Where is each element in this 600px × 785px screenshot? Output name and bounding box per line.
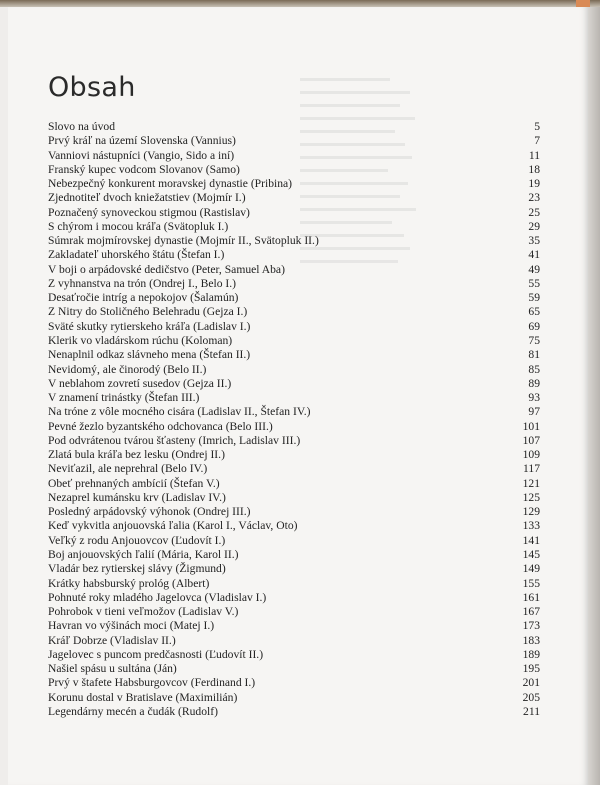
toc-entry-title: Nezaprel kumánsku krv (Ladislav IV.) bbox=[48, 490, 226, 504]
toc-entry bbox=[48, 676, 540, 690]
toc-entry bbox=[48, 562, 540, 576]
toc-entry-page: 129 bbox=[522, 505, 540, 519]
toc-entry bbox=[48, 277, 540, 291]
toc-entry-title: Prvý v štafete Habsburgovcov (Ferdinand I.) bbox=[48, 676, 256, 690]
toc-entry bbox=[48, 434, 540, 448]
toc-entry-page: 85 bbox=[528, 362, 540, 376]
toc-entry-page: 23 bbox=[528, 191, 540, 205]
toc-entry-title: Desaťročie intríg a nepokojov (Šalamún) bbox=[48, 291, 239, 305]
page-title: Obsah bbox=[48, 72, 136, 103]
toc-entry bbox=[48, 149, 540, 163]
toc-entry-page: 89 bbox=[528, 376, 540, 390]
book-top-edge bbox=[0, 0, 600, 7]
toc-entry-page: 117 bbox=[523, 462, 540, 476]
toc-entry-title: Obeť prehnaných ambícií (Štefan V.) bbox=[48, 476, 220, 490]
toc-entry bbox=[48, 377, 540, 391]
toc-entry bbox=[48, 505, 540, 519]
toc-entry-title: Nebezpečný konkurent moravskej dynastie (Pribina) bbox=[48, 177, 293, 191]
toc-entry-page: 107 bbox=[522, 433, 540, 447]
toc-entry-page: 141 bbox=[522, 533, 540, 547]
toc-entry bbox=[48, 577, 540, 591]
toc-entry-page: 201 bbox=[522, 676, 540, 690]
toc-entry-title: Franský kupec vodcom Slovanov (Samo) bbox=[48, 162, 240, 176]
toc-entry-title: Veľký z rodu Anjouovcov (Ľudovít I.) bbox=[48, 533, 226, 547]
toc-entry bbox=[48, 120, 540, 134]
toc-entry-title: Legendárny mecén a čudák (Rudolf) bbox=[48, 704, 218, 718]
toc-entry bbox=[48, 605, 540, 619]
toc-entry-title: Vladár bez rytierskej slávy (Žigmund) bbox=[48, 562, 226, 576]
toc-entry-page: 7 bbox=[534, 134, 540, 148]
toc-entry-title: Zjednotiteľ dvoch kniežatstiev (Mojmír I.) bbox=[48, 191, 246, 205]
toc-entry-page: 55 bbox=[528, 276, 540, 290]
toc-entry-title: Jagelovec s puncom predčasnosti (Ľudovít II.) bbox=[48, 647, 264, 661]
toc-entry-title: Posledný arpádovský výhonok (Ondrej III.) bbox=[48, 505, 251, 519]
toc-entry-title: Na tróne z vôle mocného cisára (Ladislav II., Štefan IV.) bbox=[48, 405, 311, 419]
toc-entry-title: Boj anjouovských ľalií (Mária, Karol II.) bbox=[48, 547, 239, 561]
toc-entry-title: Pohrobok v tieni veľmožov (Ladislav V.) bbox=[48, 605, 239, 619]
toc-entry-page: 93 bbox=[528, 391, 540, 405]
toc-entry bbox=[48, 705, 540, 719]
toc-entry-title: Korunu dostal v Bratislave (Maximilián) bbox=[48, 690, 238, 704]
toc-entry-page: 11 bbox=[528, 148, 540, 162]
toc-entry-title: Keď vykvitla anjouovská ľalia (Karol I., Václav, Oto) bbox=[48, 519, 298, 533]
toc-entry-title: S chýrom i mocou kráľa (Svätopluk I.) bbox=[48, 219, 229, 233]
toc-entry-page: 101 bbox=[522, 419, 540, 433]
toc-entry-page: 155 bbox=[522, 576, 540, 590]
toc-entry-page: 49 bbox=[528, 262, 540, 276]
toc-entry-title: Z Nitry do Stoličného Belehradu (Gejza I.) bbox=[48, 305, 248, 319]
toc-entry bbox=[48, 263, 540, 277]
toc-entry-title: Sväté skutky rytierskeho kráľa (Ladislav I.) bbox=[48, 319, 251, 333]
toc-entry bbox=[48, 634, 540, 648]
toc-entry-title: V znamení trinástky (Štefan III.) bbox=[48, 391, 200, 405]
toc-entry-title: Havran vo výšinách moci (Matej I.) bbox=[48, 619, 215, 633]
toc-entry bbox=[48, 363, 540, 377]
toc-entry-title: Vanniovi nástupníci (Vangio, Sido a iní) bbox=[48, 148, 235, 162]
toc-entry bbox=[48, 491, 540, 505]
toc-entry bbox=[48, 163, 540, 177]
toc-entry-page: 167 bbox=[522, 605, 540, 619]
toc-entry-title: Z vyhnanstva na trón (Ondrej I., Belo I.) bbox=[48, 276, 237, 290]
toc-entry-title: Poznačený synoveckou stigmou (Rastislav) bbox=[48, 205, 250, 219]
toc-entry bbox=[48, 220, 540, 234]
toc-entry bbox=[48, 662, 540, 676]
toc-entry bbox=[48, 519, 540, 533]
toc-entry-page: 59 bbox=[528, 291, 540, 305]
toc-entry-page: 65 bbox=[528, 305, 540, 319]
toc-entry bbox=[48, 248, 540, 262]
toc-entry-title: Krátky habsburský prológ (Albert) bbox=[48, 576, 210, 590]
toc-entry-page: 205 bbox=[522, 690, 540, 704]
toc-entry bbox=[48, 191, 540, 205]
toc-entry-title: Prvý kráľ na území Slovenska (Vannius) bbox=[48, 134, 236, 148]
toc-entry-page: 161 bbox=[522, 590, 540, 604]
toc-entry-title: Zakladateľ uhorského štátu (Štefan I.) bbox=[48, 248, 225, 262]
toc-entry bbox=[48, 591, 540, 605]
toc-entry-page: 195 bbox=[522, 662, 540, 676]
toc-entry bbox=[48, 477, 540, 491]
toc-entry-page: 5 bbox=[534, 120, 540, 133]
toc-entry-title: Slovo na úvod bbox=[48, 120, 115, 133]
toc-entry bbox=[48, 691, 540, 705]
toc-entry-page: 145 bbox=[522, 547, 540, 561]
toc-entry-title: V neblahom zovretí susedov (Gejza II.) bbox=[48, 376, 232, 390]
toc-entry bbox=[48, 134, 540, 148]
toc-entry bbox=[48, 648, 540, 662]
toc-entry-page: 35 bbox=[528, 234, 540, 248]
toc-entry-page: 25 bbox=[528, 205, 540, 219]
toc-entry-title: Pevné žezlo byzantského odchovanca (Belo III.) bbox=[48, 419, 273, 433]
toc-entry-title: Klerik vo vladárskom rúchu (Koloman) bbox=[48, 333, 233, 347]
toc-entry-page: 18 bbox=[528, 162, 540, 176]
toc-entry-page: 211 bbox=[523, 704, 540, 718]
table-of-contents bbox=[48, 120, 540, 719]
toc-entry bbox=[48, 320, 540, 334]
toc-entry bbox=[48, 534, 540, 548]
toc-entry-page: 121 bbox=[522, 476, 540, 490]
toc-entry-page: 173 bbox=[522, 619, 540, 633]
toc-entry-title: Kráľ Dobrze (Vladislav II.) bbox=[48, 633, 176, 647]
page-stack-edge bbox=[588, 7, 600, 785]
toc-entry-page: 149 bbox=[522, 562, 540, 576]
toc-entry-title: V boji o arpádovské dedičstvo (Peter, Samuel Aba) bbox=[48, 262, 285, 276]
toc-entry-page: 97 bbox=[528, 405, 540, 419]
toc-entry-page: 133 bbox=[522, 519, 540, 533]
toc-entry-title: Zlatá bula kráľa bez lesku (Ondrej II.) bbox=[48, 448, 225, 462]
toc-entry bbox=[48, 391, 540, 405]
toc-entry bbox=[48, 234, 540, 248]
toc-entry-page: 183 bbox=[522, 633, 540, 647]
toc-entry-page: 29 bbox=[528, 219, 540, 233]
toc-entry bbox=[48, 177, 540, 191]
toc-entry-page: 109 bbox=[522, 448, 540, 462]
toc-entry bbox=[48, 548, 540, 562]
toc-entry bbox=[48, 448, 540, 462]
toc-entry bbox=[48, 291, 540, 305]
toc-entry bbox=[48, 420, 540, 434]
toc-entry-title: Našiel spásu u sultána (Ján) bbox=[48, 662, 177, 676]
toc-entry bbox=[48, 462, 540, 476]
toc-entry bbox=[48, 619, 540, 633]
toc-entry bbox=[48, 334, 540, 348]
toc-entry-title: Súmrak mojmírovskej dynastie (Mojmír II., Svätopluk II.) bbox=[48, 234, 319, 248]
toc-entry bbox=[48, 348, 540, 362]
toc-entry-title: Nenaplnil odkaz slávneho mena (Štefan II.) bbox=[48, 348, 251, 362]
toc-entry-page: 69 bbox=[528, 319, 540, 333]
toc-entry-title: Pod odvrátenou tvárou šťasteny (Imrich, Ladislav III.) bbox=[48, 433, 301, 447]
toc-entry-title: Neviťazil, ale neprehral (Belo IV.) bbox=[48, 462, 208, 476]
toc-entry bbox=[48, 405, 540, 419]
toc-entry-page: 189 bbox=[522, 647, 540, 661]
toc-entry-title: Pohnuté roky mladého Jagelovca (Vladislav I.) bbox=[48, 590, 267, 604]
toc-entry-page: 81 bbox=[528, 348, 540, 362]
toc-entry-title: Nevidomý, ale činorodý (Belo II.) bbox=[48, 362, 207, 376]
toc-entry-page: 41 bbox=[528, 248, 540, 262]
toc-entry-page: 19 bbox=[528, 177, 540, 191]
toc-entry-page: 125 bbox=[522, 490, 540, 504]
toc-entry bbox=[48, 206, 540, 220]
toc-entry-page: 75 bbox=[528, 333, 540, 347]
toc-entry bbox=[48, 305, 540, 319]
